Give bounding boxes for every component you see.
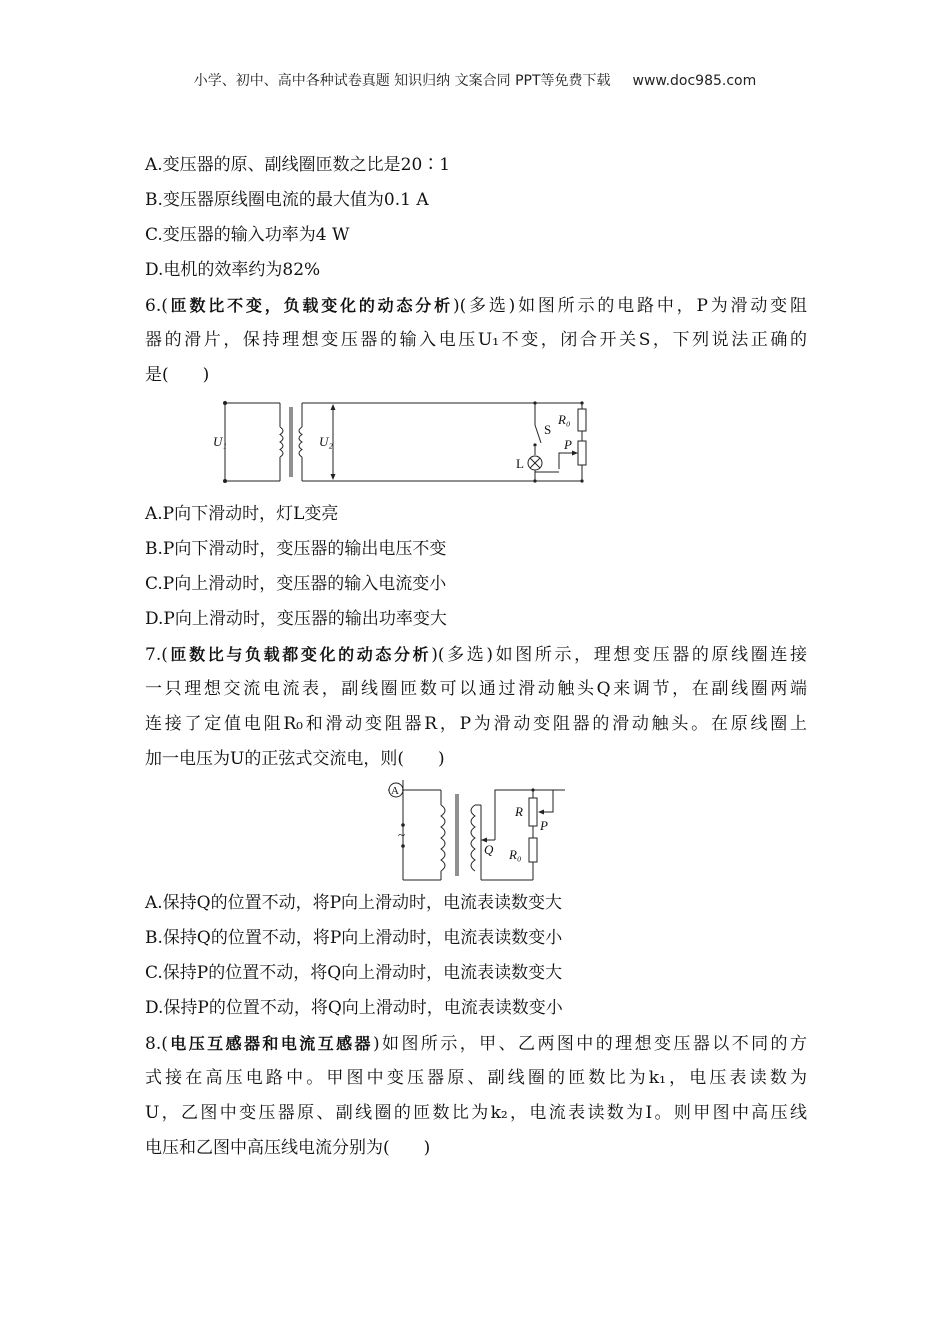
q6-circuit-svg	[145, 397, 807, 497]
q7-option-a: A.保持Q的位置不动，将P向上滑动时，电流表读数变大	[145, 893, 563, 913]
q5-option-c: C.变压器的输入功率为4 W	[145, 225, 350, 245]
q6-stem-line-2: 器的滑片，保持理想变压器的输入电压U₁不变，闭合开关S，下列说法正确的	[145, 330, 807, 350]
q7-option-d: D.保持P的位置不动，将Q向上滑动时，电流表读数变小	[145, 998, 563, 1018]
q6-u1-label: U₁	[213, 434, 227, 449]
q6-p-label: P	[564, 437, 572, 452]
page-header	[0, 70, 950, 90]
q5-option-d: D.电机的效率约为82%	[145, 260, 321, 280]
question-6	[145, 288, 807, 637]
q6-circuit-figure	[145, 397, 807, 497]
q7-type: )(多选)	[431, 645, 494, 665]
q7-circuit-svg	[145, 780, 807, 886]
header-text: 小学、初中、高中各种试卷真题 知识归纳 文案合同 PPT等免费下载	[193, 73, 611, 89]
q8-tag: 电压互感器和电流互感器	[167, 1034, 373, 1053]
q6-number: 6.(	[145, 296, 168, 316]
q5-option-a: A.变压器的原、副线圈匝数之比是20∶1	[145, 155, 451, 175]
question-7	[145, 637, 807, 1026]
q6-type: )(多选)	[452, 296, 516, 316]
document-body	[145, 148, 807, 1166]
q7-option-b: B.保持Q的位置不动，将P向上滑动时，电流表读数变小	[145, 928, 563, 948]
q6-switch-label: S	[544, 422, 552, 437]
q6-option-d: D.P向上滑动时，变压器的输出功率变大	[145, 609, 447, 629]
q8-number: 8.(	[145, 1034, 168, 1054]
q8-tail: )如图所示，甲、乙两图中的理想变压器以不同的方	[372, 1034, 807, 1054]
q7-p-label: P	[540, 818, 548, 833]
q7-r-label: R	[515, 804, 523, 819]
q8-stem-line-1	[145, 1026, 807, 1061]
q8-stem-line-2: 式接在高压电路中。甲图中变压器原、副线圈的匝数比为k₁，电压表读数为	[145, 1068, 807, 1088]
q7-ac-symbol: ~	[398, 827, 406, 842]
q6-option-b: B.P向下滑动时，变压器的输出电压不变	[145, 539, 447, 559]
q7-number: 7.(	[145, 645, 168, 665]
q8-stem-line-4: 电压和乙图中高压线电流分别为( )	[145, 1138, 431, 1158]
q5-options	[145, 148, 807, 288]
q7-ammeter-label: A	[391, 785, 399, 797]
q7-stem-line-2: 一只理想交流电流表，副线圈匝数可以通过滑动触头Q来调节，在副线圈两端	[145, 679, 807, 699]
question-8	[145, 1026, 807, 1166]
q7-circuit-figure	[145, 780, 807, 886]
q6-stem-line-3: 是( )	[145, 365, 210, 385]
q7-stem-1: 如图所示，理想变压器的原线圈连接	[493, 645, 808, 665]
q6-r0-label: R₀	[558, 412, 571, 427]
q8-stem-line-3: U，乙图中变压器原、副线圈的匝数比为k₂，电流表读数为I。则甲图中高压线	[145, 1103, 807, 1123]
q6-option-a: A.P向下滑动时，灯L变亮	[145, 504, 339, 524]
q7-stem-line-4: 加一电压为U的正弦式交流电，则( )	[145, 749, 445, 769]
q7-tag: 匝数比与负载都变化的动态分析	[167, 645, 432, 664]
q6-stem-line-1	[145, 288, 807, 323]
q7-stem-line-3: 连接了定值电阻R₀和滑动变阻器R，P为滑动变阻器的滑动触头。在原线圈上	[145, 714, 807, 734]
q6-stem-1: 如图所示的电路中，P为滑动变阻	[515, 296, 807, 316]
header-url[interactable]: www.doc985.com	[632, 73, 757, 89]
q7-stem-line-1	[145, 637, 807, 672]
q5-option-b: B.变压器原线圈电流的最大值为0.1 A	[145, 190, 429, 210]
q6-option-c: C.P向上滑动时，变压器的输入电流变小	[145, 574, 447, 594]
q6-u2-label: U₂	[319, 434, 333, 449]
q7-q-label: Q	[484, 842, 494, 857]
q6-lamp-label: L	[516, 456, 524, 471]
q7-r0-label: R₀	[509, 847, 522, 862]
q7-option-c: C.保持P的位置不动，将Q向上滑动时，电流表读数变大	[145, 963, 563, 983]
q6-tag: 匝数比不变，负载变化的动态分析	[167, 296, 453, 315]
